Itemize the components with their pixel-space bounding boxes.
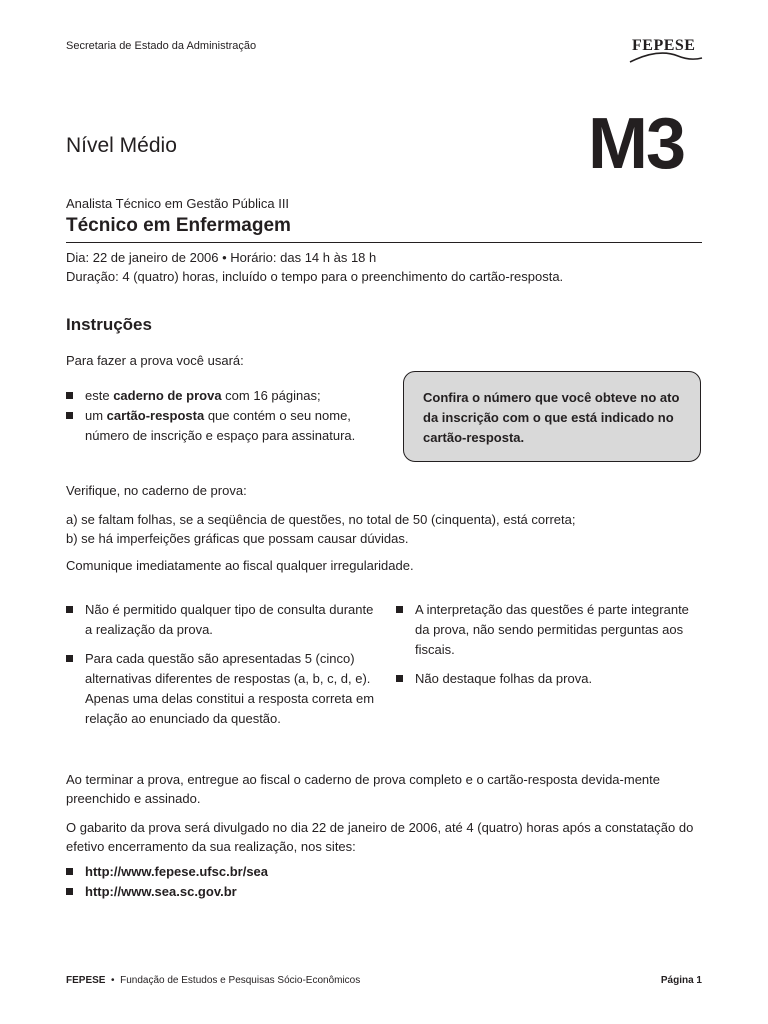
materials-list xyxy=(66,386,376,446)
verify-list xyxy=(66,510,575,548)
exam-date: Dia: 22 de janeiro de 2006 • Horário: das 14 h às 18 h xyxy=(66,250,377,265)
verify-item-b: b) se há imperfeições gráficas que possam causar dúvidas. xyxy=(66,531,409,546)
list-item: Para cada questão são apresentadas 5 (cinco) alternativas diferentes de respostas (a, b, c, d, e). Apenas uma delas constitui a resposta correta em relação ao enunciado da questão. xyxy=(66,649,378,729)
instructions-intro: Para fazer a prova você usará: xyxy=(66,353,244,368)
link-fepese[interactable]: http://www.fepese.ufsc.br/sea xyxy=(85,864,269,879)
job-subtitle: Analista Técnico em Gestão Pública III xyxy=(66,196,290,211)
square-bullet-icon xyxy=(66,392,73,399)
communicate-text: Comunique imediatamente ao fiscal qualquer irregularidade. xyxy=(66,558,414,573)
square-bullet-icon xyxy=(66,606,73,613)
fepese-logo xyxy=(628,36,704,66)
instructions-heading: Instruções xyxy=(66,315,152,334)
gabarito-text: O gabarito da prova será divulgado no dia 22 de janeiro de 2006, até 4 (quatro) horas após a constatação do efetivo encerramento da sua realização, nos sites: xyxy=(66,820,694,854)
exam-code: M3 xyxy=(588,104,685,184)
link-item[interactable] xyxy=(66,862,466,882)
title-divider xyxy=(66,242,702,243)
list-item: este caderno de prova com 16 páginas; xyxy=(66,386,376,406)
rules-right-list xyxy=(396,600,706,698)
list-item: Não é permitido qualquer tipo de consulta durante a realização da prova. xyxy=(66,600,378,640)
list-item: um cartão-resposta que contém o seu nome, número de inscrição e espaço para assinatura. xyxy=(66,406,376,446)
square-bullet-icon xyxy=(396,606,403,613)
page-number: Página 1 xyxy=(660,975,702,986)
list-item: A interpretação das questões é parte integrante da prova, não sendo permitidas perguntas aos fiscais. xyxy=(396,600,706,660)
callout-text: Confira o número que você obteve no ato da inscrição com o que está indicado no cartão-resposta. xyxy=(423,390,680,445)
job-title: Técnico em Enfermagem xyxy=(66,215,291,236)
link-item[interactable] xyxy=(66,882,466,902)
exam-duration: Duração: 4 (quatro) horas, incluído o tempo para o preenchimento do cartão-resposta. xyxy=(66,269,564,284)
verify-item-a: a) se faltam folhas, se a seqüência de questões, no total de 50 (cinquenta), está correta; xyxy=(66,512,576,527)
list-item: Não destaque folhas da prova. xyxy=(396,669,706,689)
verify-intro: Verifique, no caderno de prova: xyxy=(66,483,247,498)
footer-org: FEPESE xyxy=(66,975,106,986)
logo-text: FEPESE xyxy=(632,37,696,54)
square-bullet-icon xyxy=(396,675,403,682)
square-bullet-icon xyxy=(66,868,73,875)
square-bullet-icon xyxy=(66,412,73,419)
link-sea[interactable]: http://www.sea.sc.gov.br xyxy=(85,884,237,899)
square-bullet-icon xyxy=(66,888,73,895)
header-org: Secretaria de Estado da Administração xyxy=(66,40,257,52)
links-list xyxy=(66,862,466,902)
logo-swoosh-icon xyxy=(628,36,704,66)
footer-full-name: Fundação de Estudos e Pesquisas Sócio-Econômicos xyxy=(120,975,361,986)
callout-box xyxy=(403,371,701,462)
level-label: Nível Médio xyxy=(66,134,177,157)
footer-separator: • xyxy=(111,975,115,986)
footer xyxy=(66,975,360,986)
square-bullet-icon xyxy=(66,655,73,662)
end-instructions: Ao terminar a prova, entregue ao fiscal o caderno de prova completo e o cartão-resposta devida-mente preenchido e assinado. xyxy=(66,772,661,806)
rules-left-list xyxy=(66,600,378,738)
